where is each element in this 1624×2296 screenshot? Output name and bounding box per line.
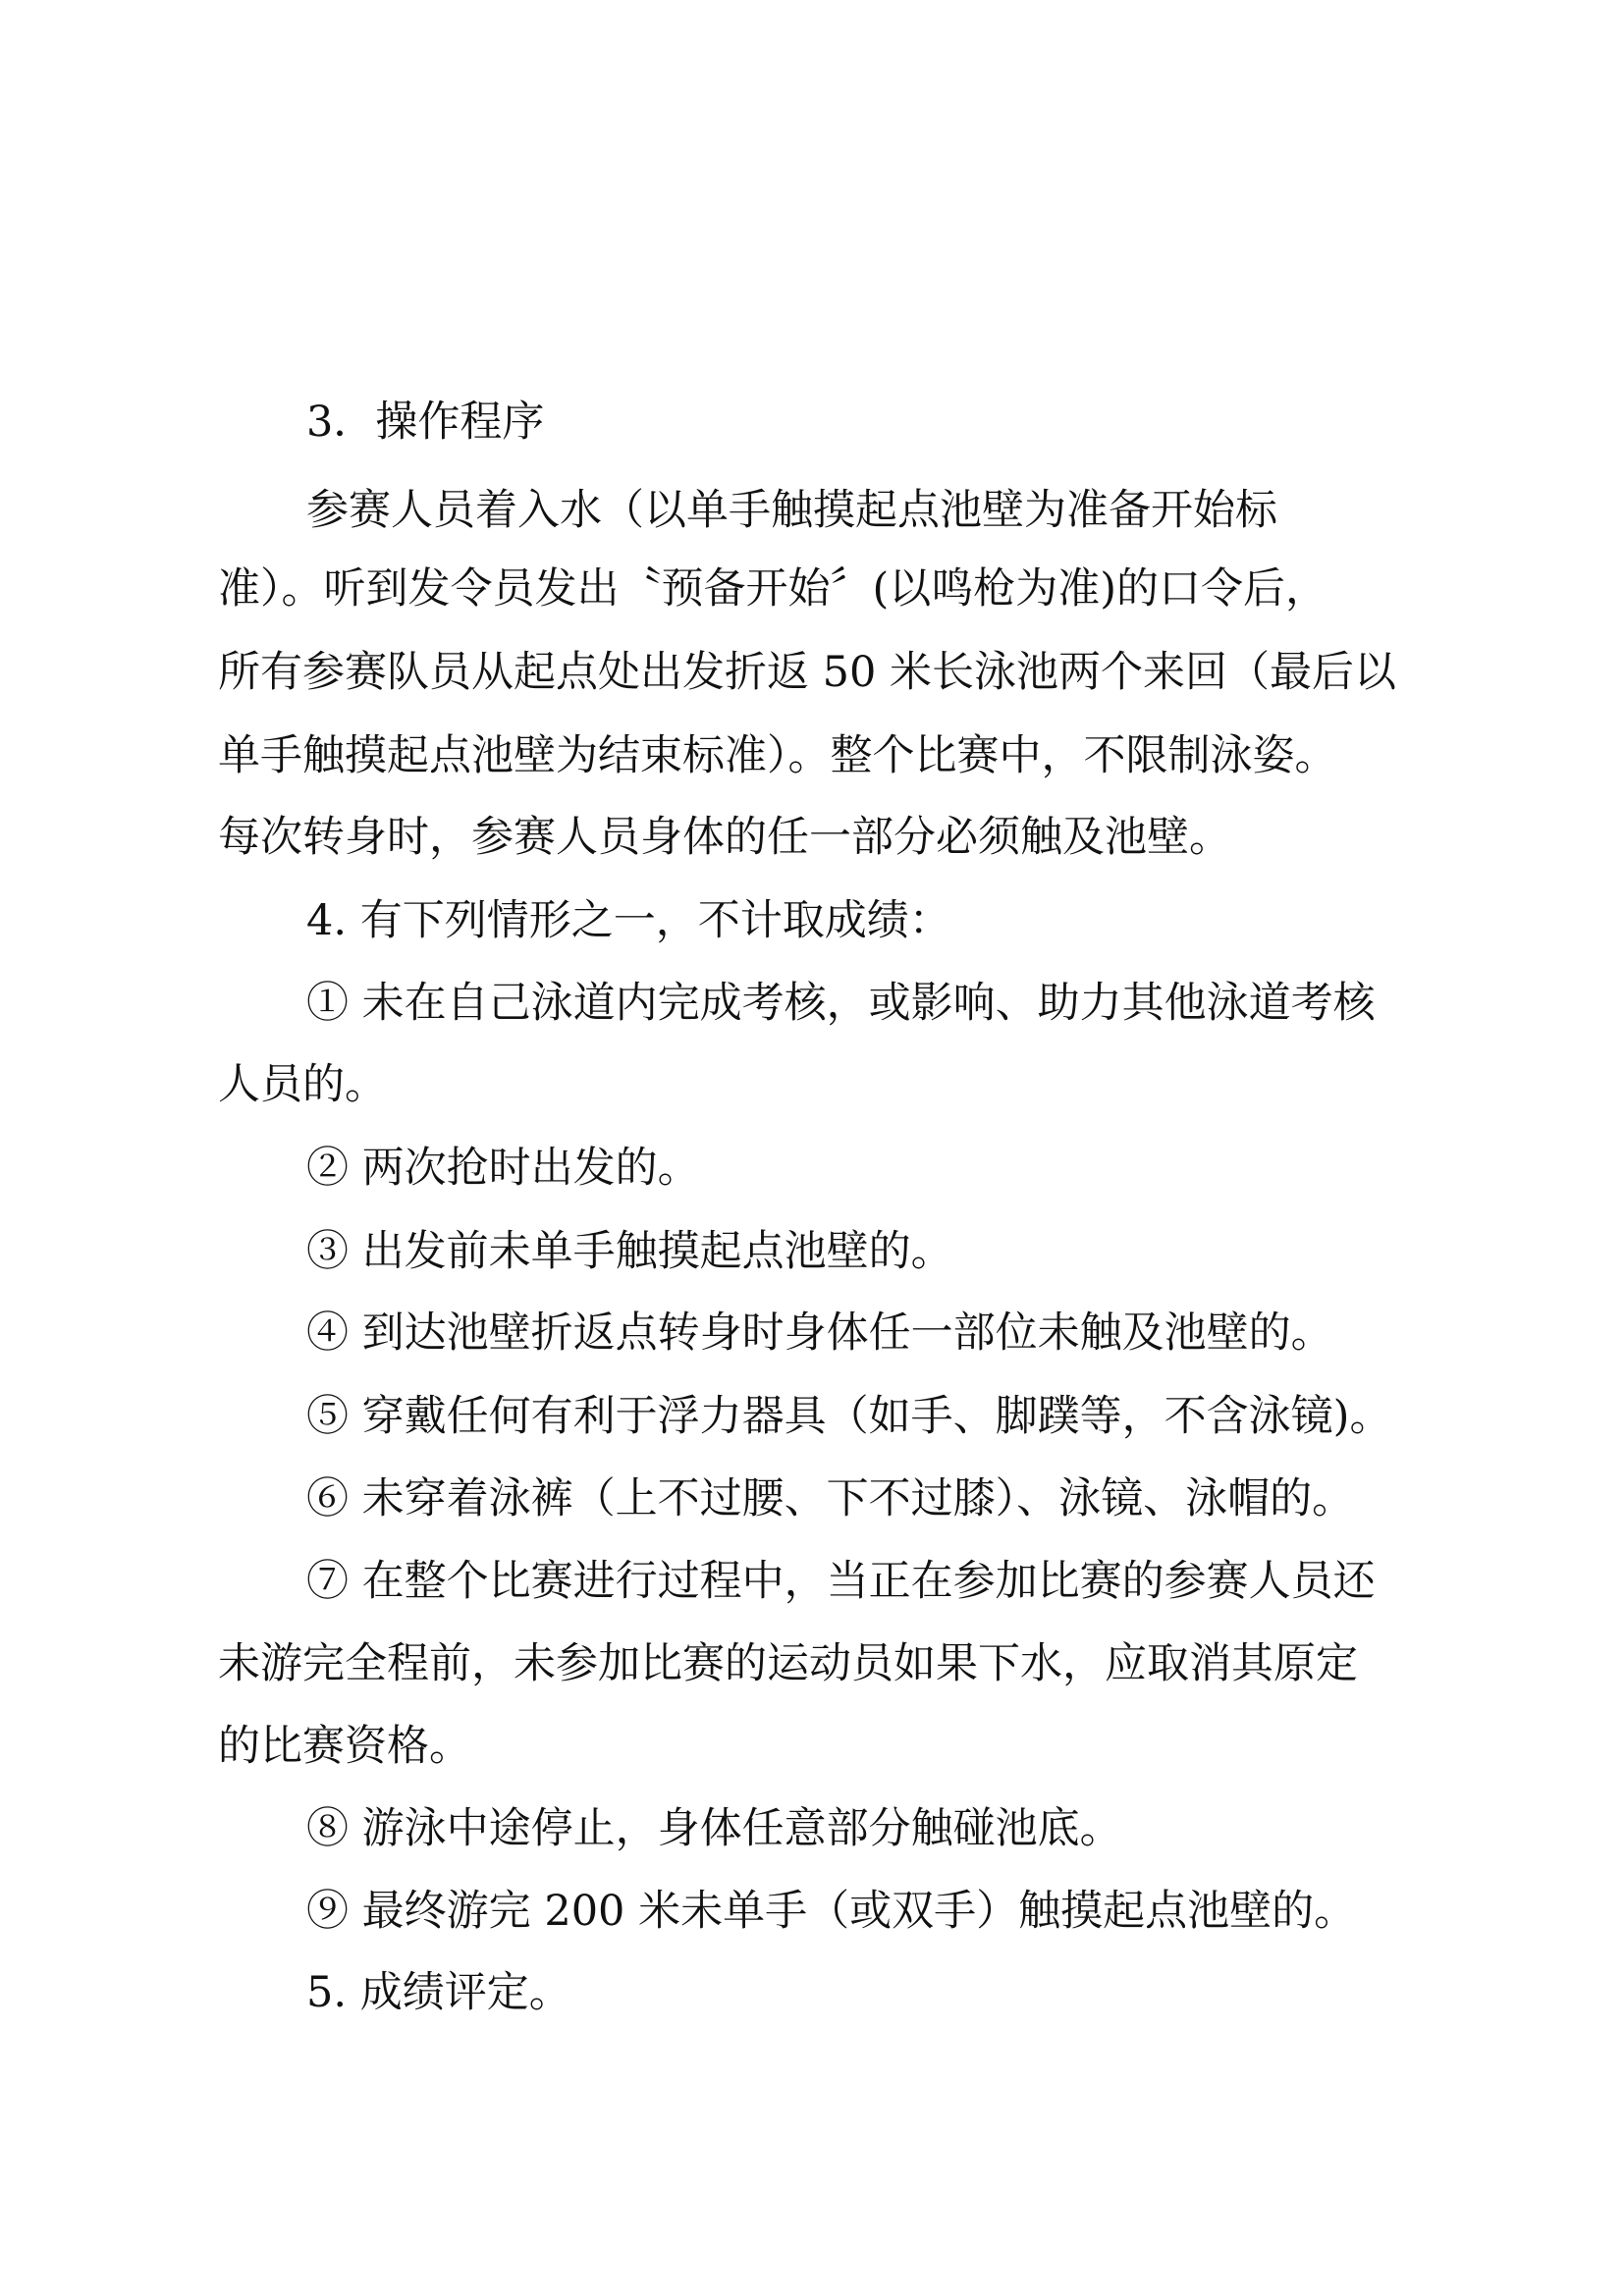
section-3-paragraph-line-1: 参赛人员着入水（以单手触摸起点池壁为准备开始标 — [306, 486, 1277, 535]
list-item-8: ⑧ 游泳中途停止，身体任意部分触碰池底。 — [306, 1804, 1122, 1853]
list-item-7-line-1: ⑦ 在整个比赛进行过程中，当正在参加比赛的参赛人员还 — [306, 1557, 1376, 1606]
list-item-9: ⑨ 最终游完 200 米未单手（或双手）触摸起点池壁的。 — [306, 1887, 1357, 1936]
list-item-2: ② 两次抢时出发的。 — [306, 1144, 700, 1193]
list-item-7-line-2: 未游完全程前，未参加比赛的运动员如果下水，应取消其原定 — [218, 1639, 1358, 1688]
section-3-paragraph-line-4: 单手触摸起点池壁为结束标准）。整个比赛中，不限制泳姿。 — [218, 731, 1337, 780]
section-4-heading: 4. 有下列情形之一，不计取成绩： — [306, 896, 951, 945]
section-3-heading: 3．操作程序 — [306, 398, 545, 447]
list-item-1-line-2: 人员的。 — [218, 1060, 387, 1109]
list-item-7-line-3: 的比赛资格。 — [218, 1722, 471, 1771]
list-item-1-line-1: ① 未在自己泳道内完成考核，或影响、助力其他泳道考核 — [306, 979, 1376, 1028]
section-3-paragraph-line-5: 每次转身时，参赛人员身体的任一部分必须触及池壁。 — [218, 813, 1231, 862]
section-5-heading: 5. 成绩评定。 — [306, 1968, 571, 2017]
section-3-paragraph-line-3: 所有参赛队员从起点处出发折返 50 米长泳池两个来回（最后以 — [218, 648, 1397, 697]
list-item-3: ③ 出发前未单手触摸起点池壁的。 — [306, 1227, 953, 1276]
section-3-paragraph-line-2: 准）。听到发令员发出〝预备开始〞(以鸣枪为准)的口令后， — [218, 564, 1328, 614]
list-item-4: ④ 到达池壁折返点转身时身体任一部位未触及池壁的。 — [306, 1308, 1333, 1358]
list-item-5: ⑤ 穿戴任何有利于浮力器具（如手、脚蹼等，不含泳镜)。 — [306, 1392, 1392, 1441]
list-item-6: ⑥ 未穿着泳裤（上不过腰、下不过膝）、泳镜、泳帽的。 — [306, 1474, 1355, 1523]
